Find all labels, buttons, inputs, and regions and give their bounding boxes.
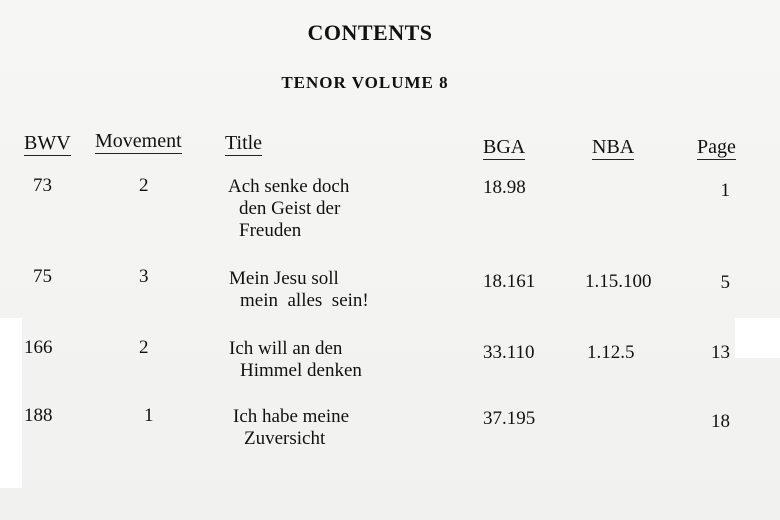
scan-artifact-left: [0, 318, 22, 488]
row1-title-line1: Ach senke doch: [228, 176, 350, 197]
row3-bga: 33.110: [483, 342, 535, 363]
row4-title-line2: Zuversicht: [244, 428, 326, 449]
scan-artifact-right: [735, 318, 780, 358]
page-title: CONTENTS: [307, 20, 433, 45]
header-nba: NBA: [592, 136, 635, 158]
row2-title-line2: mein alles sein!: [240, 290, 369, 311]
header-bwv: BWV: [24, 132, 71, 154]
row2-page: 5: [720, 272, 730, 293]
row3-page: 13: [711, 342, 730, 363]
row3-nba: 1.12.5: [587, 342, 635, 363]
row4-bga: 37.195: [483, 408, 536, 429]
row3-title: [229, 338, 362, 382]
row1-bga: 18.98: [483, 177, 526, 198]
row4-bwv: 188: [24, 405, 53, 426]
row4-page: 18: [711, 411, 730, 432]
row2-title-line1: Mein Jesu soll: [229, 268, 339, 289]
row1-title-line2: den Geist der: [239, 198, 341, 219]
row2-bwv: 75: [33, 266, 52, 287]
row4-title-line1: Ich habe meine: [233, 406, 350, 427]
row2-nba: 1.15.100: [585, 271, 652, 292]
volume-subtitle: TENOR VOLUME 8: [281, 73, 449, 92]
row2-movement: 3: [139, 266, 149, 287]
row3-title-line2: Himmel denken: [240, 360, 362, 381]
row4-title: [233, 406, 349, 450]
row1-movement: 2: [139, 175, 149, 196]
header-page: Page: [697, 136, 736, 158]
row3-bwv: 166: [24, 337, 53, 358]
row3-movement: 2: [139, 337, 149, 358]
header-bga: BGA: [483, 136, 526, 158]
row2-title: [229, 268, 369, 312]
row1-bwv: 73: [33, 175, 52, 196]
row1-title: [228, 176, 349, 242]
row1-title-line3: Freuden: [239, 220, 302, 241]
row4-movement: 1: [144, 405, 154, 426]
row1-page: 1: [720, 180, 730, 201]
header-movement: Movement: [95, 130, 182, 152]
row2-bga: 18.161: [483, 271, 536, 292]
header-title: Title: [225, 132, 263, 154]
row3-title-line1: Ich will an den: [229, 338, 343, 359]
